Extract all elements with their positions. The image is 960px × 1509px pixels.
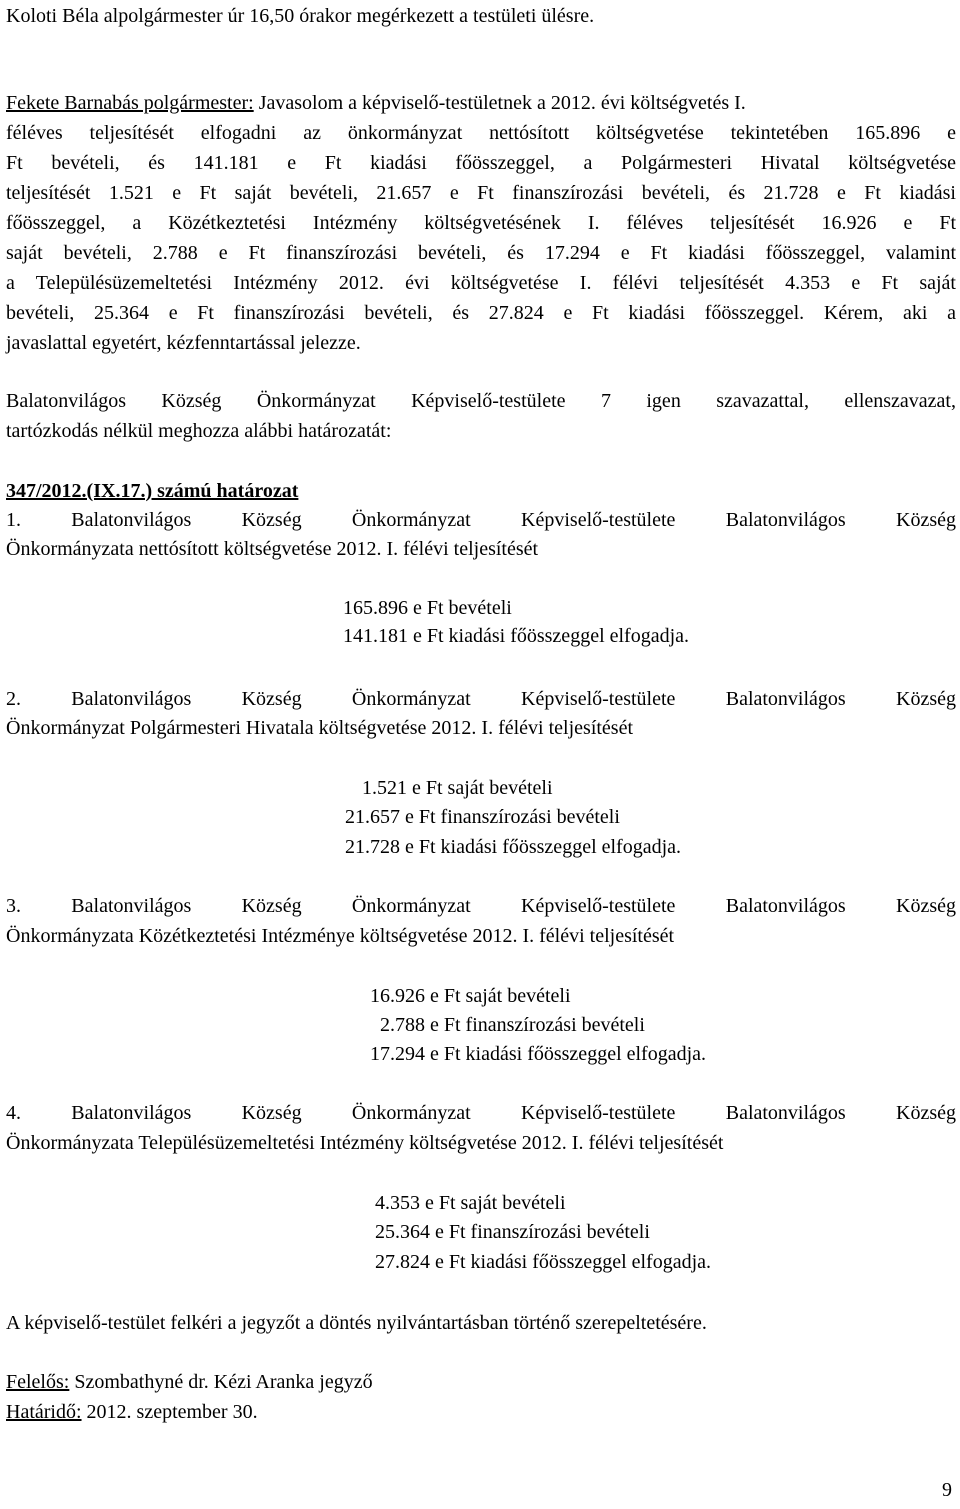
resolution-figure: 25.364 e Ft finanszírozási bevételi bbox=[375, 1221, 650, 1243]
resolution-figure: 21.728 e Ft kiadási főösszeggel elfogadja. bbox=[345, 836, 682, 858]
resolution-item-line: 4. Balatonvilágos Község Önkormányzat Képviselő-testülete Balatonvilágos Község bbox=[6, 1102, 956, 1124]
resolution-item-line: Önkormányzata Közétkeztetési Intézménye költségvetése 2012. I. félévi teljesítését bbox=[6, 925, 675, 947]
resolution-figure: 4.353 e Ft saját bevételi bbox=[375, 1192, 566, 1214]
resolution-item-line: Önkormányzata nettósított költségvetése 2012. I. félévi teljesítését bbox=[6, 538, 539, 560]
page-number: 9 bbox=[942, 1479, 952, 1501]
proposal-line: a Településüzemeltetési Intézmény 2012. évi költségvetése I. félévi teljesítését 4.353 e Ft saját bbox=[6, 272, 956, 294]
resolution-number: 347/2012.(IX.17.) számú határozat bbox=[6, 480, 299, 502]
proposal-line: Javasolom a képviselő-testületnek a 2012. évi költségvetés I. bbox=[258, 92, 746, 114]
responsible-value: Szombathyné dr. Kézi Aranka jegyző bbox=[69, 1371, 373, 1393]
resolution-figure: 2.788 e Ft finanszírozási bevételi bbox=[380, 1014, 645, 1036]
proposal-line: teljesítését 1.521 e Ft saját bevételi, 21.657 e Ft finanszírozási bevételi, és 21.728 e Ft kiadási bbox=[6, 182, 956, 204]
proposal-line: saját bevételi, 2.788 e Ft finanszírozási bevételi, és 17.294 e Ft kiadási főösszeggel, valamint bbox=[6, 242, 956, 264]
resolution-figure: 141.181 e Ft kiadási főösszeggel elfogadja. bbox=[343, 625, 690, 647]
resolution-figure: 165.896 e Ft bevételi bbox=[343, 597, 512, 619]
resolution-item-line: 2. Balatonvilágos Község Önkormányzat Képviselő-testülete Balatonvilágos Község bbox=[6, 688, 956, 710]
proposal-first-line bbox=[6, 91, 746, 115]
resolution-item-line: Önkormányzat Polgármesteri Hivatala költségvetése 2012. I. félévi teljesítését bbox=[6, 717, 634, 739]
resolution-figure: 27.824 e Ft kiadási főösszeggel elfogadja. bbox=[375, 1251, 712, 1273]
resolution-figure: 16.926 e Ft saját bevételi bbox=[370, 985, 571, 1007]
vote-line: tartózkodás nélkül meghozza alábbi határozatát: bbox=[6, 420, 392, 442]
speaker-name: Fekete Barnabás polgármester: bbox=[6, 92, 254, 114]
intro-text: Koloti Béla alpolgármester úr 16,50 órakor megérkezett a testületi ülésre. bbox=[6, 5, 595, 27]
resolution-item-line: Önkormányzata Településüzemeltetési Intézmény költségvetése 2012. I. félévi teljesítését bbox=[6, 1132, 724, 1154]
deadline-label: Határidő: bbox=[6, 1401, 82, 1423]
request-text: A képviselő-testület felkéri a jegyzőt a döntés nyilvántartásban történő szerepeltetésére. bbox=[6, 1312, 707, 1334]
responsible-line bbox=[6, 1370, 373, 1394]
proposal-line: Ft bevételi, és 141.181 e Ft kiadási főösszeggel, a Polgármesteri Hivatal költségvetése bbox=[6, 152, 956, 174]
responsible-label: Felelős: bbox=[6, 1371, 70, 1393]
proposal-line: féléves teljesítését elfogadni az önkormányzat nettósított költségvetése tekintetében 165.896 e bbox=[6, 122, 956, 144]
proposal-line: bevételi, 25.364 e Ft finanszírozási bevételi, és 27.824 e Ft kiadási főösszeggel. Kérem, aki a bbox=[6, 302, 956, 324]
resolution-item-line: 1. Balatonvilágos Község Önkormányzat Képviselő-testülete Balatonvilágos Község bbox=[6, 509, 956, 531]
resolution-figure: 1.521 e Ft saját bevételi bbox=[362, 777, 553, 799]
deadline-line bbox=[6, 1400, 258, 1424]
deadline-value: 2012. szeptember 30. bbox=[81, 1401, 258, 1423]
resolution-figure: 21.657 e Ft finanszírozási bevételi bbox=[345, 806, 620, 828]
vote-line: Balatonvilágos Község Önkormányzat Képviselő-testülete 7 igen szavazattal, ellenszavazat, bbox=[6, 390, 956, 412]
resolution-item-line: 3. Balatonvilágos Község Önkormányzat Képviselő-testülete Balatonvilágos Község bbox=[6, 895, 956, 917]
proposal-line: főösszeggel, a Közétkeztetési Intézmény költségvetésének I. féléves teljesítését 16.926 e Ft bbox=[6, 212, 956, 234]
resolution-figure: 17.294 e Ft kiadási főösszeggel elfogadja. bbox=[370, 1043, 707, 1065]
proposal-line: javaslattal egyetért, kézfenntartással jelezze. bbox=[6, 332, 361, 354]
